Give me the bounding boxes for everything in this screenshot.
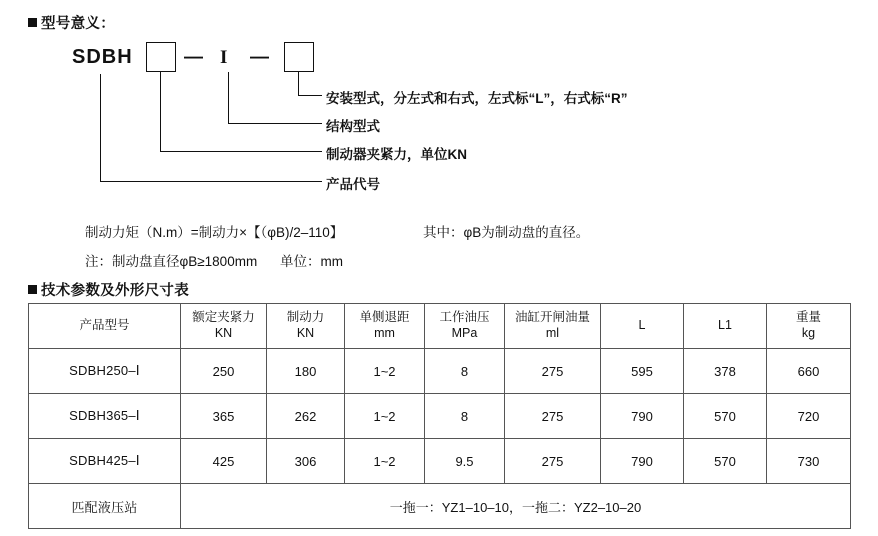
model-meaning-heading-text: 型号意义： [41,16,115,32]
table-cell: 180 [267,349,345,394]
table-cell: 720 [767,394,851,439]
table-cell: 660 [767,349,851,394]
table-cell-hydraulic-label: 匹配液压站 [29,484,181,529]
callout-mounting-type: 安装型式，分左式和右式，左式标“L”，右式标“R” [326,91,628,106]
header-main-text: L [638,318,646,333]
table-header-cell [345,304,425,349]
header-main-text: 制动力 [286,310,325,325]
table-row [29,394,851,439]
table-cell: 595 [601,349,684,394]
model-dash-1: — [184,47,203,68]
callout-product-code: 产品代号 [326,177,380,192]
table-header-cell [767,304,851,349]
model-meaning-heading [28,12,115,33]
square-bullet-icon-2 [28,285,37,294]
model-code-box-2 [284,42,314,72]
spec-table-heading-text: 技术参数及外形尺寸表 [41,283,189,299]
header-main-text: 工作油压 [439,310,490,325]
callout-structure-type: 结构型式 [326,119,380,134]
leader-line-3-horizontal [160,151,322,152]
table-header-row [29,304,851,349]
table-cell: 275 [505,349,601,394]
header-main-text: 额定夹紧力 [192,310,255,325]
table-cell: 1~2 [345,349,425,394]
table-header-cell [601,304,684,349]
table-header-cell [267,304,345,349]
header-main-text: 重量 [795,310,821,325]
table-header-cell [29,304,181,349]
table-cell: 378 [684,349,767,394]
header-main-text: 单侧退距 [359,310,410,325]
header-unit-text: mm [374,326,395,340]
header-unit-text: MPa [451,326,478,340]
leader-line-4-horizontal [100,181,322,182]
table-cell-model: SDBH250–Ⅰ [29,349,181,394]
table-cell: 570 [684,394,767,439]
leader-line-3-vertical [160,72,161,152]
table-cell: 9.5 [425,439,505,484]
header-main-text: L1 [718,318,732,333]
table-cell: 730 [767,439,851,484]
model-code-diagram [0,34,878,224]
header-unit-text: KN [296,326,315,340]
table-cell: 275 [505,394,601,439]
table-cell: 306 [267,439,345,484]
table-cell: 8 [425,394,505,439]
table-cell: 790 [601,394,684,439]
table-row [29,349,851,394]
model-code-box-1 [146,42,176,72]
table-cell: 425 [181,439,267,484]
table-header-cell [505,304,601,349]
formula-disc-diameter-note: 注：制动盘直径φB≥1800mm [85,254,258,269]
header-main-text: 油缸开闸油量 [514,310,590,325]
table-cell: 1~2 [345,439,425,484]
leader-line-1-vertical [298,72,299,96]
model-dash-2: — [250,47,269,68]
leader-line-1-horizontal [298,95,322,96]
header-main-text: 产品型号 [79,318,130,333]
callout-clamping-force: 制动器夹紧力，单位KN [326,147,467,162]
leader-line-2-horizontal [228,123,322,124]
table-header-cell [181,304,267,349]
table-cell: 790 [601,439,684,484]
table-cell-hydraulic-value: 一拖一：YZ1–10–10，一拖二：YZ2–10–20 [181,484,851,529]
table-cell: 570 [684,439,767,484]
table-row [29,439,851,484]
table-cell: 250 [181,349,267,394]
table-cell: 8 [425,349,505,394]
header-unit-text: KN [214,326,233,340]
table-row-hydraulic-station [29,484,851,529]
spec-table-heading [28,279,189,300]
header-unit-text: kg [801,326,816,340]
model-prefix-label: SDBH [72,46,133,68]
table-cell-model: SDBH425–Ⅰ [29,439,181,484]
table-header-cell [684,304,767,349]
formula-unit-note: 单位：mm [280,254,343,269]
table-cell: 1~2 [345,394,425,439]
formula-brake-torque-note: 其中：φB为制动盘的直径。 [423,225,590,240]
square-bullet-icon [28,18,37,27]
table-cell: 262 [267,394,345,439]
table-cell: 275 [505,439,601,484]
table-cell-model: SDBH365–Ⅰ [29,394,181,439]
leader-line-4-vertical [100,74,101,182]
specification-table [28,303,851,529]
leader-line-2-vertical [228,72,229,124]
formula-brake-torque: 制动力矩（N.m）=制动力×【（φB)/2–110】 [85,225,344,240]
header-unit-text: ml [545,326,560,340]
model-roman-numeral: I [220,47,228,68]
table-header-cell [425,304,505,349]
table-cell: 365 [181,394,267,439]
